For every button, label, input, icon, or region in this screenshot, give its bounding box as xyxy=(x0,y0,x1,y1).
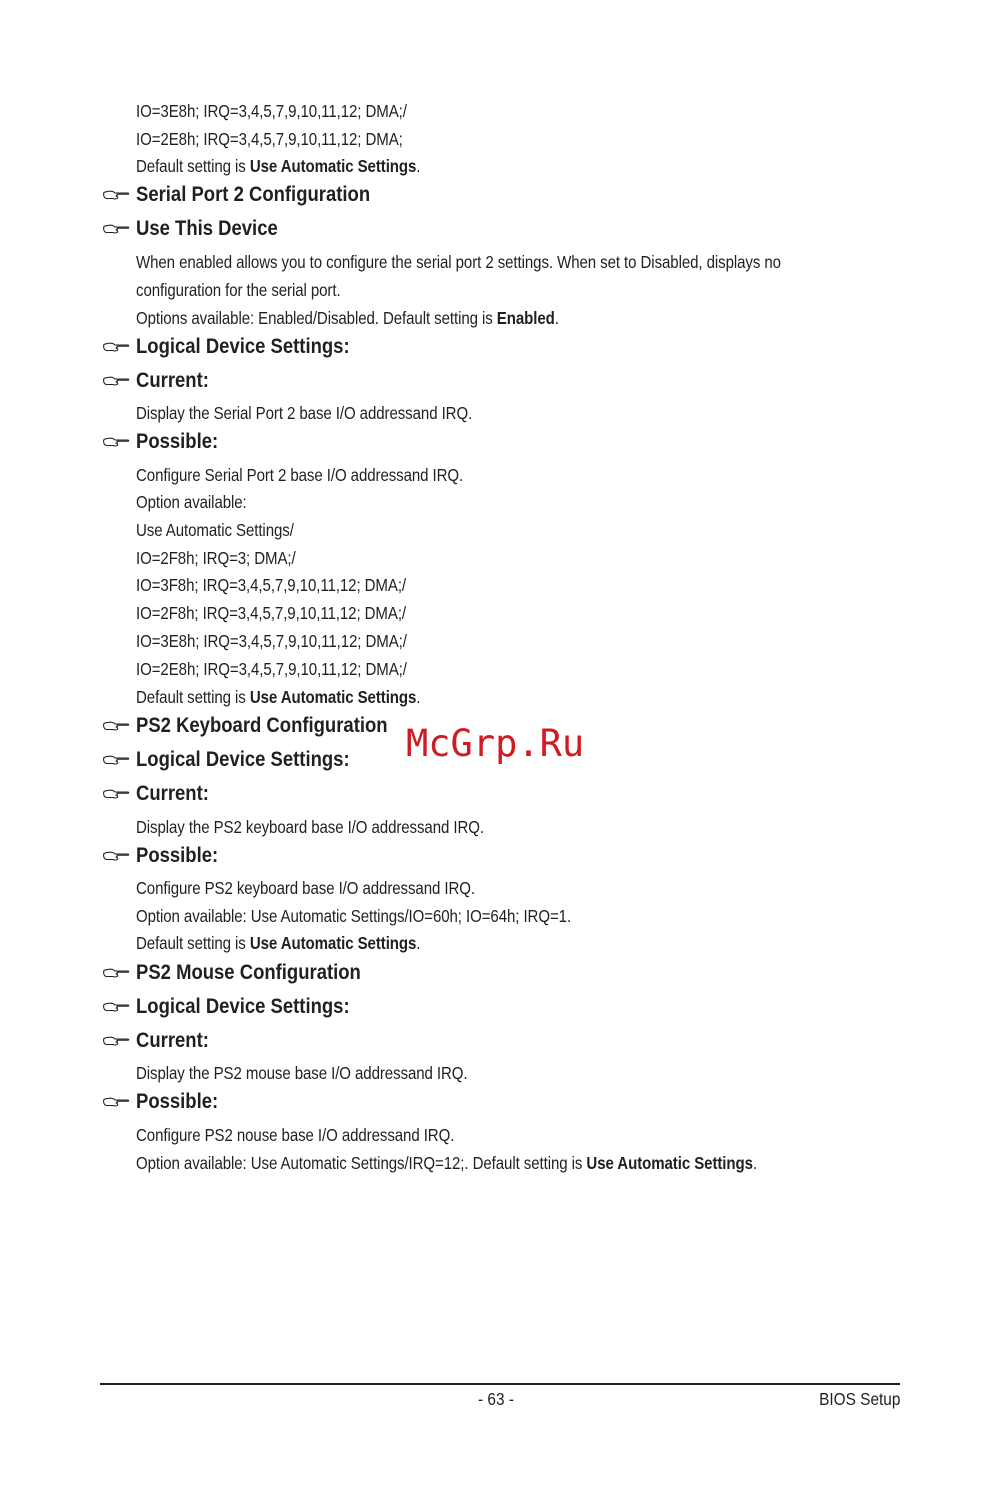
text-line: Display the PS2 mouse base I/O addressand IRQ. xyxy=(136,1063,468,1083)
option-line: IO=2E8h; IRQ=3,4,5,7,9,10,11,12; DMA;/ xyxy=(136,659,407,679)
pointing-hand-icon xyxy=(102,222,132,236)
default-setting-line: Options available: Enabled/Disabled. Default setting is Enabled. xyxy=(136,308,559,328)
option-line: IO=2F8h; IRQ=3; DMA;/ xyxy=(136,548,296,568)
pointing-hand-icon xyxy=(102,188,132,202)
option-line: IO=3E8h; IRQ=3,4,5,7,9,10,11,12; DMA;/ xyxy=(136,631,407,651)
section-heading: Logical Device Settings: xyxy=(102,994,379,1020)
page-number: - 63 - xyxy=(478,1389,514,1409)
pointing-hand-icon xyxy=(102,719,132,733)
text-line: Option available: xyxy=(136,492,247,512)
section-heading: Use This Device xyxy=(102,216,297,242)
section-heading: Possible: xyxy=(102,429,229,455)
section-heading: Current: xyxy=(102,781,219,807)
option-line: IO=2F8h; IRQ=3,4,5,7,9,10,11,12; DMA;/ xyxy=(136,603,407,623)
watermark: McGrp.Ru xyxy=(406,722,585,765)
footer-divider xyxy=(100,1383,900,1385)
text-line: Display the Serial Port 2 base I/O addressand IRQ. xyxy=(136,403,473,423)
pointing-hand-icon xyxy=(102,966,132,980)
text-line: When enabled allows you to configure the serial port 2 settings. When set to Disabled, displays no xyxy=(136,252,781,272)
pointing-hand-icon xyxy=(102,435,132,449)
section-heading: Logical Device Settings: xyxy=(102,334,379,360)
pointing-hand-icon xyxy=(102,787,132,801)
default-setting-line: Default setting is Use Automatic Settings. xyxy=(136,933,421,953)
section-heading: Possible: xyxy=(102,843,229,869)
section-heading: Current: xyxy=(102,1028,219,1054)
section-heading: Serial Port 2 Configuration xyxy=(102,182,402,208)
default-setting-line: Default setting is Use Automatic Settings. xyxy=(136,687,421,707)
text-line: Configure PS2 nouse base I/O addressand IRQ. xyxy=(136,1125,455,1145)
section-heading: Possible: xyxy=(102,1089,229,1115)
option-line: Use Automatic Settings/ xyxy=(136,520,294,540)
pointing-hand-icon xyxy=(102,849,132,863)
section-heading: PS2 Keyboard Configuration xyxy=(102,713,422,739)
option-line: IO=3F8h; IRQ=3,4,5,7,9,10,11,12; DMA;/ xyxy=(136,575,407,595)
section-heading: Current: xyxy=(102,368,219,394)
pointing-hand-icon xyxy=(102,340,132,354)
pointing-hand-icon xyxy=(102,1095,132,1109)
text-line: configuration for the serial port. xyxy=(136,280,341,300)
section-heading: PS2 Mouse Configuration xyxy=(102,960,392,986)
option-line: Option available: Use Automatic Settings/IO=60h; IO=64h; IRQ=1. xyxy=(136,906,572,926)
text-line: Configure PS2 keyboard base I/O addressand IRQ. xyxy=(136,878,475,898)
text-line: Display the PS2 keyboard base I/O addressand IRQ. xyxy=(136,817,484,837)
section-heading: Logical Device Settings: xyxy=(102,747,379,773)
text-line: IO=2E8h; IRQ=3,4,5,7,9,10,11,12; DMA; xyxy=(136,129,403,149)
pointing-hand-icon xyxy=(102,374,132,388)
pointing-hand-icon xyxy=(102,1000,132,1014)
footer-title: BIOS Setup xyxy=(818,1389,900,1409)
pointing-hand-icon xyxy=(102,753,132,767)
text-line: Configure Serial Port 2 base I/O addressand IRQ. xyxy=(136,465,464,485)
pointing-hand-icon xyxy=(102,1034,132,1048)
default-setting-line: Option available: Use Automatic Settings/IRQ=12;. Default setting is Use Automatic Settings. xyxy=(136,1153,757,1173)
default-setting-line: Default setting is Use Automatic Settings. xyxy=(136,156,421,176)
text-line: IO=3E8h; IRQ=3,4,5,7,9,10,11,12; DMA;/ xyxy=(136,101,407,121)
